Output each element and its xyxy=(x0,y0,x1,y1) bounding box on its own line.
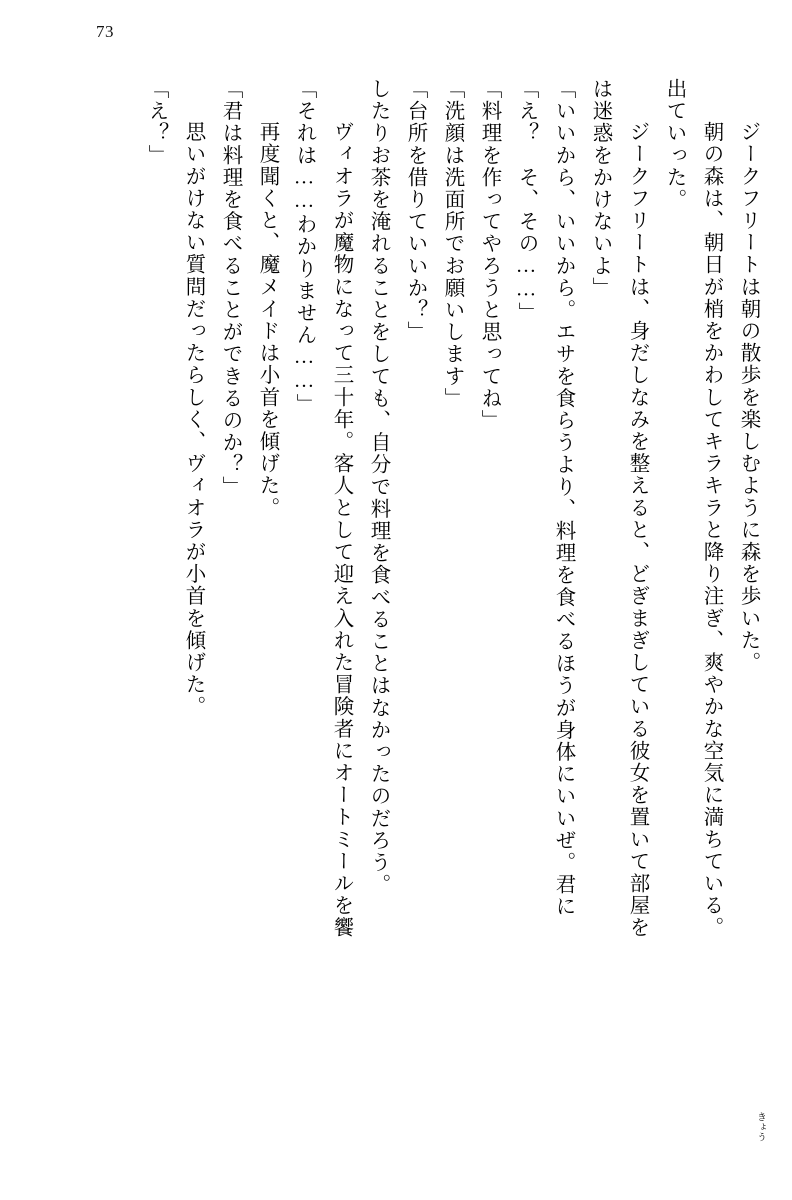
text-column: 「君は料理を食べることができるのか？」 xyxy=(219,78,241,498)
text-column: ジークフリートは朝の散歩を楽しむように森を歩いた。 xyxy=(737,99,759,674)
text-column: 「台所を借りていいか？」 xyxy=(404,78,426,344)
vertical-text-body xyxy=(129,78,758,1158)
text-column: 朝の森は、朝日が梢をかわしてキラキラと降り注ぎ、爽やかな空気に満ちている。 xyxy=(700,99,722,939)
text-column: は迷惑をかけないよ」 xyxy=(589,78,611,299)
text-column: ヴィオラが魔物になって三十年。客人として迎え入れた冒険者にオートミールを饗 xyxy=(330,99,352,939)
text-column: 再度聞くと、魔メイドは小首を傾げた。 xyxy=(256,99,278,519)
text-column: 「料理を作ってやろうと思ってね」 xyxy=(478,78,500,432)
text-column: 出ていった。 xyxy=(663,78,685,211)
text-column: 「いいから、いいから。エサを食らうより、料理を食べるほうが身体にいいぜ。君に xyxy=(552,78,574,918)
page-number: 73 xyxy=(96,22,114,41)
text-column: 「それは……わかりません……」 xyxy=(293,78,315,416)
text-column: ジークフリートは、身だしなみを整えると、どぎまぎしている彼女を置いて部屋を xyxy=(626,99,648,939)
text-column: 「洗顔は洗面所でお願いします」 xyxy=(441,78,463,410)
text-column: 「え？」 xyxy=(145,78,167,167)
text-column: 「え？ そ、その……」 xyxy=(515,78,537,325)
text-column: 思いがけない質問だったらしく、ヴィオラが小首を傾げた。 xyxy=(182,99,204,718)
text-column: したりお茶を淹れることをしても、自分で料理を食べることはなかったのだろう。 xyxy=(367,78,389,896)
ruby-annotation: きょう xyxy=(755,1112,765,1142)
